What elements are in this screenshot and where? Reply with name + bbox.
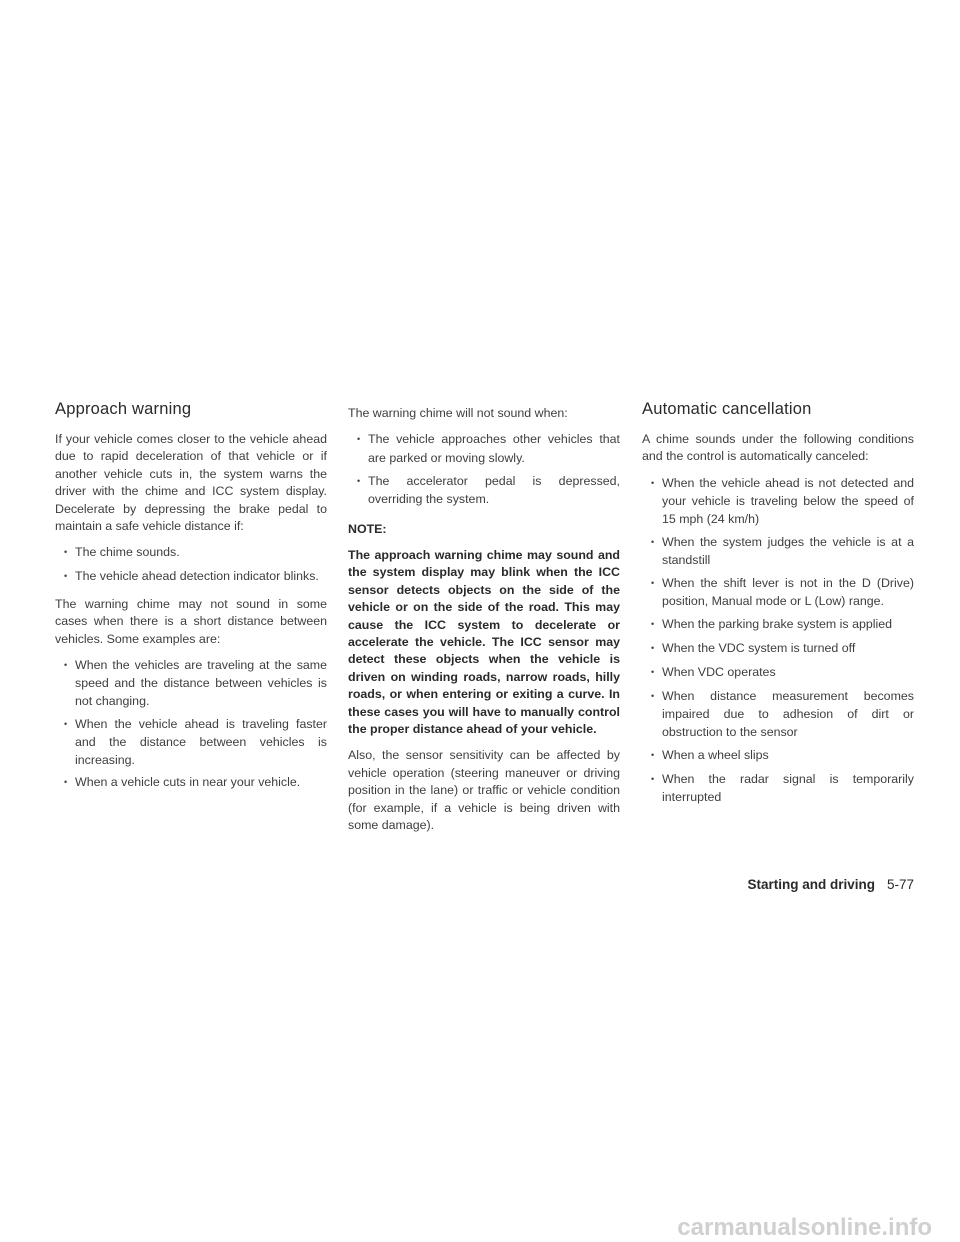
column-automatic-cancellation — [642, 400, 914, 815]
paragraph-chime-intro: The warning chime will not sound when: — [348, 406, 568, 420]
column-chime-not-sound — [348, 405, 620, 843]
footer-page-number: 5-77 — [886, 877, 914, 892]
paragraph-cancellation-intro: A chime sounds under the following conditions and the control is automatically canceled: — [642, 432, 914, 464]
page-footer — [747, 877, 914, 892]
list-item: • The vehicle ahead detection indicator blinks. — [55, 568, 327, 586]
list-item: • When a vehicle cuts in near your vehicle. — [55, 774, 327, 792]
list-item: • When distance measurement becomes impaired due to adhesion of dirt or obstruction to the sensor — [642, 688, 914, 741]
heading-approach-warning: Approach warning — [55, 400, 192, 418]
list-item: • When the system judges the vehicle is at a standstill — [642, 534, 914, 570]
list-chime-not-sound — [348, 431, 620, 508]
list-item: • The accelerator pedal is depressed, overriding the system. — [348, 473, 620, 509]
note-label: NOTE: — [348, 521, 387, 536]
watermark: carmanualsonline.info — [677, 1214, 932, 1241]
paragraph-approach-intro: If your vehicle comes closer to the vehicle ahead due to rapid deceleration of that vehicle or if another vehicle cuts in, the system warns the driver with the chime and ICC system display. Decelerate by depressing the brake pedal to maintain a safe vehicle distance if: — [55, 432, 327, 534]
footer-section-title: Starting and driving — [747, 877, 875, 892]
note-text: The approach warning chime may sound and the system display may blink when the ICC sensor detects objects on the side of the vehicle or on the side of the road. This may cause the ICC system to decelerate or accelerate the vehicle. The ICC sensor may detect these objects when the vehicle is driven on winding roads, narrow roads, hilly roads, or when entering or exiting a curve. In these cases you will have to manually control the proper distance ahead of your vehicle. — [348, 547, 620, 736]
list-item: • The chime sounds. — [55, 544, 327, 562]
list-item: • When the vehicle ahead is not detected and your vehicle is traveling below the speed of 15 mph (24 km/h) — [642, 475, 914, 528]
list-item: • When the shift lever is not in the D (Drive) position, Manual mode or L (Low) range. — [642, 575, 914, 611]
heading-automatic-cancellation: Automatic cancellation — [642, 400, 812, 418]
column-approach-warning — [55, 400, 327, 802]
paragraph-sensitivity: Also, the sensor sensitivity can be affected by vehicle operation (steering maneuver or driving position in the lane) or traffic or vehicle condition (for example, if a vehicle is being driven with some damage). — [348, 748, 620, 833]
list-item: • When a wheel slips — [642, 747, 914, 765]
paragraph-may-not-sound: The warning chime may not sound in some cases when there is a short distance between vehicles. Some examples are: — [55, 596, 327, 646]
list-item: • The vehicle approaches other vehicles that are parked or moving slowly. — [348, 431, 620, 467]
list-examples — [55, 657, 327, 793]
list-item: • When the VDC system is turned off — [642, 640, 914, 658]
list-cancellation-conditions — [642, 475, 914, 807]
list-item: • When the parking brake system is applied — [642, 616, 914, 634]
list-item: • When the vehicles are traveling at the same speed and the distance between vehicles is not changing. — [55, 657, 327, 710]
list-item: • When the radar signal is temporarily interrupted — [642, 771, 914, 807]
list-item: • When the vehicle ahead is traveling faster and the distance between vehicles is increasing. — [55, 716, 327, 769]
list-warning-conditions — [55, 544, 327, 586]
list-item: • When VDC operates — [642, 664, 914, 682]
